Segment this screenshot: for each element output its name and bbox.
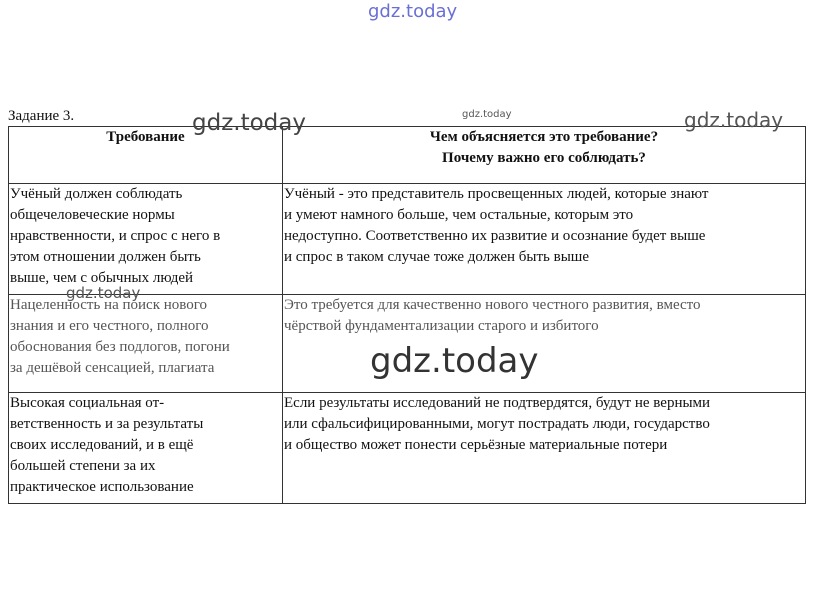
header-explanation: Чем объясняется это требование? Почему важно его соблюдать?	[283, 127, 806, 184]
watermark-row2-left: gdz.today	[66, 284, 141, 302]
explanation-cell: Это требуется для качественно нового честного развития, вместо чёрствой фундаментализации старого и избитого	[283, 295, 806, 393]
watermark-header-left: gdz.today	[192, 110, 306, 136]
watermark-header-mid: gdz.today	[462, 109, 512, 120]
watermark-top: gdz.today	[368, 1, 458, 22]
table-header-row	[9, 127, 806, 184]
explanation-cell: Если результаты исследований не подтвердятся, будут не верными или сфальсифицированными, могут пострадать люди, государство и общество может понести серьёзные материальные потери	[283, 393, 806, 504]
table-row	[9, 184, 806, 295]
header-requirement: Требование	[9, 127, 283, 184]
requirement-cell: Высокая социальная от- ветственность и за результаты своих исследований, и в ещё большей степени за их практическое использование	[9, 393, 283, 504]
watermark-center: gdz.today	[370, 341, 539, 381]
explanation-cell: Учёный - это представитель просвещенных людей, которые знают и умеют намного больше, чем остальные, которым это недоступно. Соответственно их развитие и осознание будет выше и спрос в таком случае тоже должен быть выше	[283, 184, 806, 295]
watermark-header-right: gdz.today	[684, 108, 784, 132]
requirements-table	[8, 126, 806, 504]
table-row	[9, 393, 806, 504]
requirement-cell: Учёный должен соблюдать общечеловеческие нормы нравственности, и спрос с него в этом отношении должен быть выше, чем с обычных людей	[9, 184, 283, 295]
task-label: Задание 3.	[8, 108, 75, 124]
requirement-cell: Нацеленность на поиск нового знания и его честного, полного обоснования без подлогов, погони за дешёвой сенсацией, плагиата	[9, 295, 283, 393]
